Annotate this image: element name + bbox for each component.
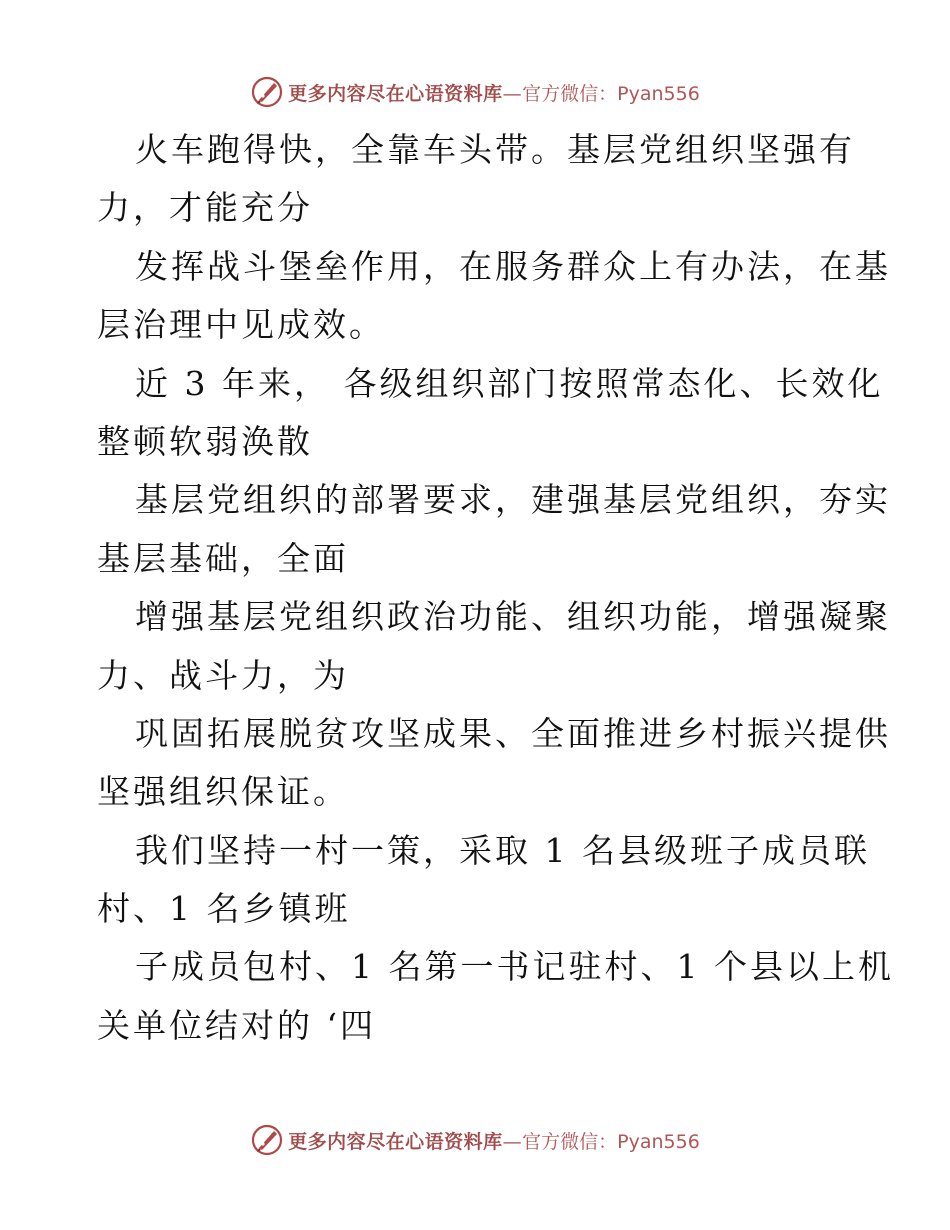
header-banner-separator: —	[502, 82, 523, 105]
body-line: 村、1 名乡镇班	[97, 889, 351, 929]
header-banner-title: 更多内容尽在心语资料库	[288, 82, 503, 105]
body-line: 子成员包村、1 名第一书记驻村、1 个县以上机	[135, 947, 894, 987]
footer-banner-title: 更多内容尽在心语资料库	[288, 1130, 503, 1153]
body-line: 整顿软弱涣散	[97, 421, 313, 461]
footer-banner	[0, 1120, 950, 1160]
body-line: 火车跑得快，全靠车头带。基层党组织坚强有	[135, 130, 855, 169]
body-line: 基层党组织的部署要求，建强基层党组织，夯实	[135, 480, 891, 520]
header-banner-wechat: 官方微信：Pyan556	[522, 82, 700, 105]
body-line: 发挥战斗堡垒作用，在服务群众上有办法，在基	[135, 246, 891, 286]
quill-pen-logo-icon	[250, 1123, 284, 1157]
header-banner-text	[288, 79, 700, 106]
body-line: 近 3 年来， 各级组织部门按照常态化、长效化	[135, 363, 884, 403]
body-line: 力、战斗力，为	[97, 655, 349, 695]
quill-pen-logo-icon	[250, 75, 284, 109]
body-line: 巩固拓展脱贫攻坚成果、全面推进乡村振兴提供	[135, 713, 891, 753]
body-line: 力，才能充分	[97, 188, 313, 228]
document-body	[97, 121, 894, 1055]
footer-banner-text	[288, 1127, 700, 1154]
body-line: 关单位结对的 ‘四	[97, 1005, 376, 1045]
body-line: 坚强组织保证。	[97, 772, 349, 812]
footer-banner-separator: —	[502, 1130, 523, 1153]
body-line: 基层基础，全面	[97, 538, 349, 578]
body-line: 层治理中见成效。	[97, 305, 385, 345]
body-line: 我们坚持一村一策，采取 1 名县级班子成员联	[135, 830, 870, 870]
header-banner	[0, 72, 950, 112]
body-line: 增强基层党组织政治功能、组织功能，增强凝聚	[135, 597, 891, 637]
footer-banner-wechat: 官方微信：Pyan556	[522, 1130, 700, 1153]
